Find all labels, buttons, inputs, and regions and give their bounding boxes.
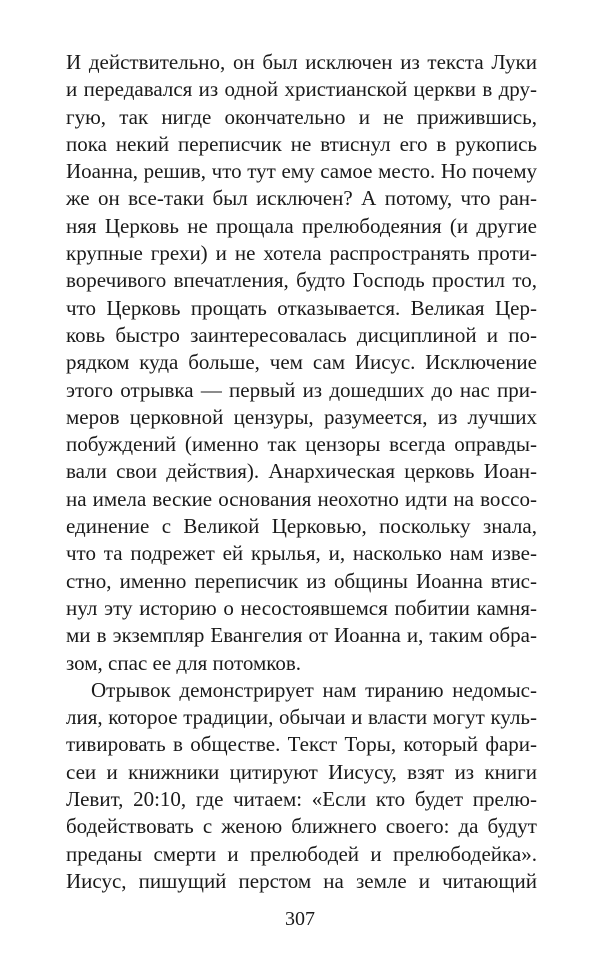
text-line: единение с Великой Церковью, поскольку знала, bbox=[66, 514, 537, 539]
text-line: и передавался из одной христианской церкви в дру- bbox=[66, 77, 537, 102]
text-line: нул эту историю о несостоявшемся побитии камня- bbox=[66, 595, 537, 620]
text-line: Иисус, пишущий перстом на земле и читающий bbox=[66, 868, 537, 893]
text-line: лия, которое традиции, обычаи и власти могут куль- bbox=[66, 705, 537, 730]
text-line: преданы смерти и прелюбодей и прелюбодейка». bbox=[66, 841, 537, 866]
page-body bbox=[66, 49, 537, 895]
text-line: сеи и книжники цитируют Иисусу, взят из книги bbox=[66, 759, 537, 784]
text-line: на имела веские основания неохотно идти на воссо- bbox=[66, 486, 537, 511]
text-line: вали свои действия). Анархическая церковь Иоан- bbox=[66, 459, 537, 484]
text-line: няя Церковь не прощала прелюбодеяния (и другие bbox=[66, 213, 537, 238]
text-line: рядком куда больше, чем сам Иисус. Исключение bbox=[66, 350, 537, 375]
text-line: бодействовать с женою ближнего своего: да будут bbox=[66, 814, 537, 839]
text-line: что та подрежет ей крылья, и, насколько нам изве- bbox=[66, 541, 537, 566]
text-line: побуждений (именно так цензоры всегда оправды- bbox=[66, 432, 537, 457]
text-line: ковь быстро заинтересовалась дисциплиной и по- bbox=[66, 322, 537, 347]
text-line: зом, спас ее для потомков. bbox=[66, 650, 302, 675]
text-line: воречивого впечатления, будто Господь простил то, bbox=[66, 268, 537, 293]
text-line: ми в экземпляр Евангелия от Иоанна и, таким обра- bbox=[66, 623, 537, 648]
text-line: Иоанна, решив, что тут ему самое место. Но почему bbox=[66, 159, 537, 184]
text-line: гую, так нигде окончательно и не прижившись, bbox=[66, 104, 537, 129]
text-line: Отрывок демонстрирует нам тиранию недомыс- bbox=[91, 677, 537, 702]
paragraph bbox=[66, 49, 537, 677]
text-line: И действительно, он был исключен из текста Луки bbox=[66, 50, 537, 74]
page-number: 307 bbox=[285, 908, 315, 930]
text-line: этого отрывка — первый из дошедших до нас при- bbox=[66, 377, 537, 402]
text-line: пока некий переписчик не втиснул его в рукопись bbox=[66, 131, 537, 156]
text-line: Левит, 20:10, где читаем: «Если кто будет прелю- bbox=[66, 787, 537, 812]
text-line: крупные грехи) и не хотела распространять проти- bbox=[66, 241, 537, 266]
text-line: меров церковной цензуры, разумеется, из лучших bbox=[66, 404, 537, 429]
text-line: же он все-таки был исключен? А потому, что ран- bbox=[66, 186, 537, 211]
text-line: что Церковь прощать отказывается. Великая Цер- bbox=[66, 295, 537, 320]
paragraph bbox=[66, 677, 537, 895]
text-line: стно, именно переписчик из общины Иоанна втис- bbox=[66, 568, 537, 593]
text-line: тивировать в обществе. Текст Торы, который фари- bbox=[66, 732, 537, 757]
